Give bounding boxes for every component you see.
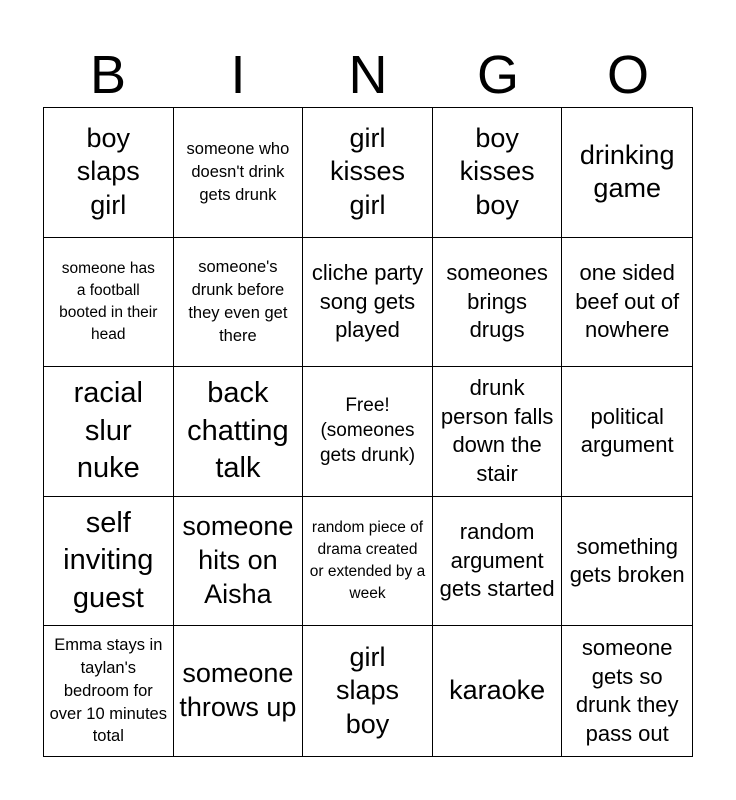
cell-text: political argument [580,403,674,458]
cell-text: boy slaps girl [76,122,140,221]
bingo-cell[interactable] [174,626,304,756]
bingo-cell[interactable] [174,238,304,368]
cell-text: Emma stays in taylan's bedroom for over 10 minutes total [49,636,167,746]
bingo-cell[interactable] [174,497,304,627]
bingo-cell[interactable] [303,626,433,756]
header-letter-n: N [348,45,388,105]
cell-text: girl slaps boy [335,641,399,740]
bingo-grid [44,108,692,756]
bingo-cell[interactable] [562,626,692,756]
cell-text: boy kisses boy [459,122,535,221]
cell-text: cliche party song gets played [311,260,424,343]
cell-text: random argument gets started [439,519,555,602]
free-space-text: Free! (someones gets drunk) [319,395,416,466]
cell-text: someone has a football booted in their head [59,259,158,343]
cell-text: someone throws up [179,658,297,723]
bingo-cell[interactable] [44,108,174,238]
bingo-cell[interactable] [303,238,433,368]
cell-text: drinking game [579,139,675,204]
bingo-cell[interactable] [44,497,174,627]
cell-text: someone hits on Aisha [182,511,294,609]
cell-text: someone's drunk before they even get there [188,258,288,345]
bingo-header [43,42,693,108]
cell-text: something gets broken [569,533,685,588]
bingo-cell[interactable] [433,238,563,368]
bingo-cell[interactable] [174,108,304,238]
bingo-cell[interactable] [303,108,433,238]
bingo-cell[interactable] [562,497,692,627]
bingo-cell[interactable] [433,626,563,756]
cell-text: someone gets so drunk they pass out [575,635,679,746]
cell-text: someones brings drugs [446,260,548,343]
bingo-cell[interactable] [433,497,563,627]
cell-text: random piece of drama created or extended by a week [309,519,426,603]
bingo-board [43,107,693,757]
bingo-cell[interactable] [44,626,174,756]
header-letter-b: B [89,45,127,105]
cell-text: someone who doesn't drink gets drunk [186,140,290,204]
bingo-cell[interactable] [562,108,692,238]
bingo-cell[interactable] [562,367,692,497]
free-space-cell[interactable] [303,367,433,497]
header-letter-o: O [606,45,649,105]
cell-text: self inviting guest [63,506,154,614]
cell-text: karaoke [449,675,546,706]
bingo-cell[interactable] [433,367,563,497]
cell-text: girl kisses girl [329,122,405,221]
bingo-cell[interactable] [174,367,304,497]
bingo-cell[interactable] [303,497,433,627]
bingo-cell[interactable] [562,238,692,368]
cell-text: back chatting talk [187,376,289,485]
bingo-cell[interactable] [433,108,563,238]
bingo-cell[interactable] [44,367,174,497]
cell-text: drunk person falls down the stair [440,375,554,487]
cell-text: one sided beef out of nowhere [575,260,680,343]
cell-text: racial slur nuke [73,376,143,485]
header-letter-g: G [476,45,519,105]
bingo-cell[interactable] [44,238,174,368]
header-letter-i: I [230,45,246,105]
